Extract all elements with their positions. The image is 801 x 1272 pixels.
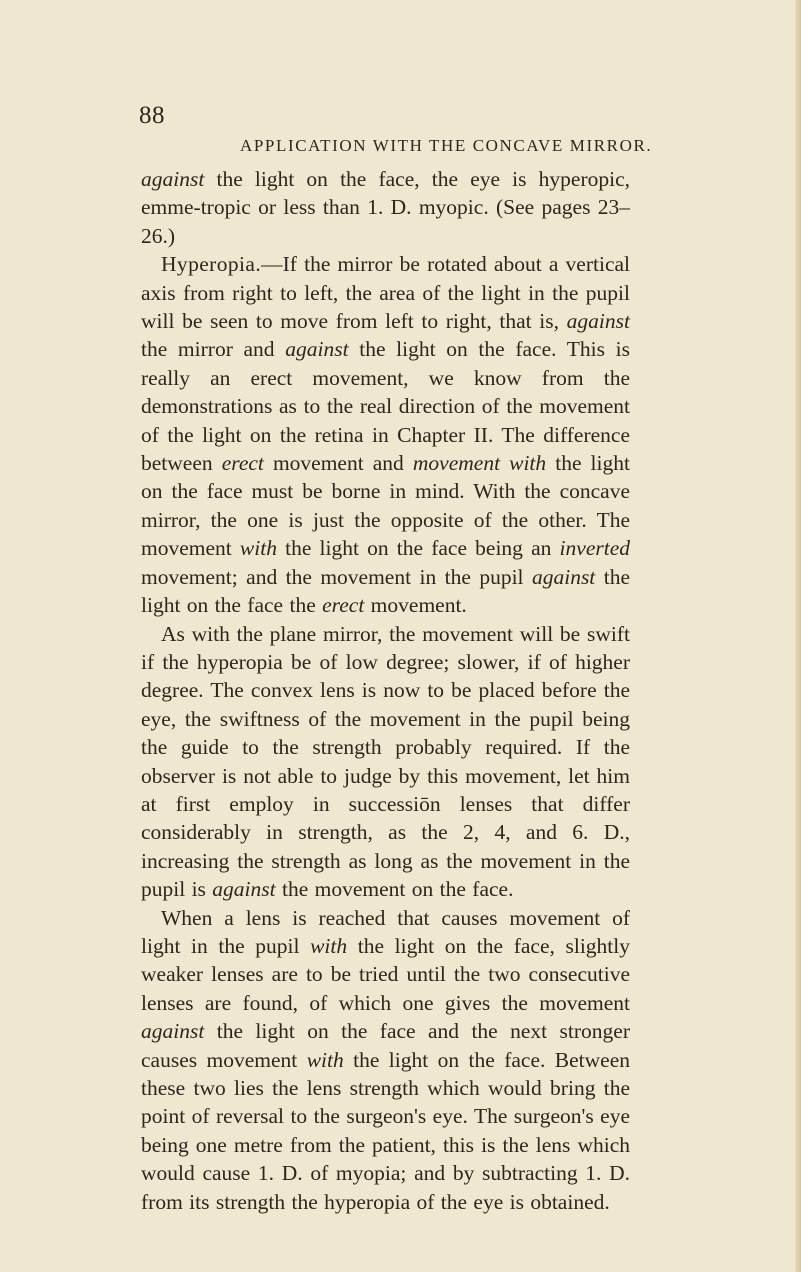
text-run: As with the plane mirror, the movement will be swift if the hyperopia be of low degree; slower, if of higher degree. The convex lens is now to be placed before the eye, the swiftness of the movement in the pupil being the guide to the strength probably required. If the observer is not able to judge by this movement, let him at first employ in successiōn lenses that differ considerably in strength, as the 2, 4, and 6. D., increasing the strength as long as the movement in the pupil is — [141, 621, 630, 902]
body-text — [141, 165, 630, 1216]
page-number: 88 — [139, 102, 165, 129]
text-run: the light on the face, slightly weaker lenses are to be tried until the two consecutive lenses are found, of which one gives the movement — [141, 933, 630, 1015]
emphasis: against — [531, 564, 596, 589]
emphasis: against — [141, 167, 205, 191]
text-run: the light on the face. Between these two lies the lens strength which would bring the point of reversal to the surgeon's eye. The surgeon's eye being one metre from the patient, this is the lens which would cause 1. D. of myopia; and by subtracting 1. D. from its strength the hyperopia of the eye is obtained. — [141, 1047, 630, 1214]
running-head: APPLICATION WITH THE CONCAVE MIRROR. — [240, 136, 653, 155]
emphasis: with — [239, 536, 277, 561]
text-run: the light on the face the — [141, 564, 630, 618]
text-run: movement. — [364, 593, 467, 618]
paragraph-3 — [141, 620, 630, 904]
emphasis: against — [566, 309, 630, 334]
paragraph-2 — [141, 250, 630, 619]
emphasis: against — [212, 877, 276, 902]
emphasis: with — [306, 1047, 344, 1072]
text-run: —If the mirror be rotated about a vertical axis from right to left, the area of the light in the pupil will be seen to move from left to right, that is, — [141, 252, 630, 334]
emphasis: inverted — [559, 536, 630, 561]
emphasis: against — [285, 337, 349, 362]
text-run: the light on the face and the next stronger causes movement — [141, 1019, 630, 1072]
page-header — [139, 98, 659, 158]
text-run: the light on the face, the eye is hyperopic, emme-tropic or less than 1. D. myopic. (See pages 23–26.) — [141, 167, 630, 248]
emphasis: movement with — [412, 451, 547, 476]
emphasis: erect — [221, 451, 264, 476]
paragraph-4 — [141, 904, 630, 1216]
paragraph-1 — [141, 165, 630, 250]
text-run: the light on the face. This is really an erect movement, we know from the demonstrations as to the real direction of the movement of the light on the retina in Chapter II. The difference between — [141, 337, 630, 476]
text-run: the light on the face being an — [276, 536, 560, 561]
section-heading: Hyperopia. — [161, 252, 262, 277]
text-run: movement; and the movement in the pupil — [141, 564, 532, 589]
text-run: the light on the face must be borne in mind. With the concave mirror, the one is just the opposite of the other. The movement — [141, 451, 630, 561]
text-run: the movement on the face. — [275, 877, 514, 902]
text-run: When a lens is reached that causes movement of light in the pupil — [141, 905, 630, 958]
emphasis: against — [141, 1019, 205, 1044]
text-run: movement and — [263, 451, 413, 476]
emphasis: with — [310, 933, 348, 958]
page-edge — [795, 0, 801, 1272]
text-run: the mirror and — [141, 337, 286, 362]
emphasis: erect — [322, 593, 365, 618]
